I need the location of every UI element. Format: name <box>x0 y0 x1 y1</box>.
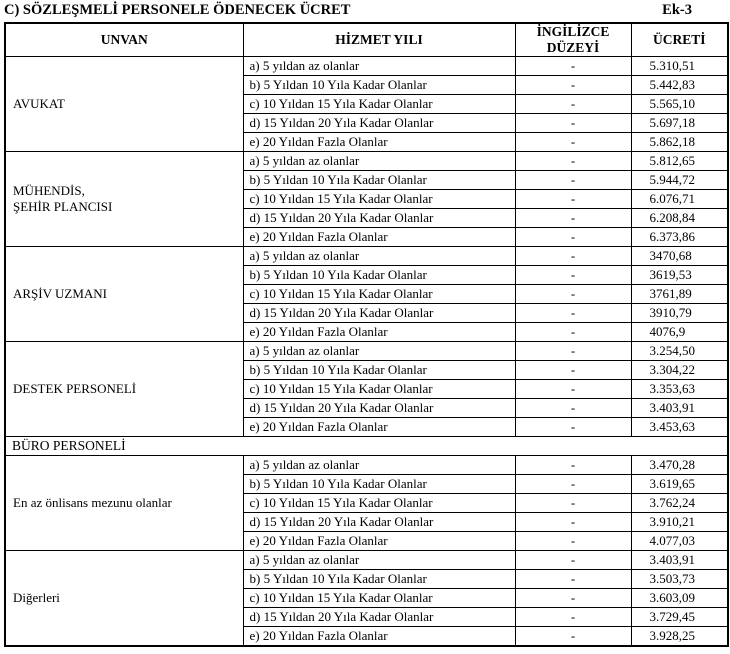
english-level-cell: - <box>515 588 631 607</box>
document-title: C) SÖZLEŞMELİ PERSONELE ÖDENECEK ÜCRET <box>4 2 351 18</box>
service-year-cell: e) 20 Yıldan Fazla Olanlar <box>243 531 515 550</box>
service-year-cell: d) 15 Yıldan 20 Yıla Kadar Olanlar <box>243 113 515 132</box>
table-row <box>5 550 728 569</box>
salary-cell: 5.565,10 <box>631 94 728 113</box>
salary-cell: 3.928,25 <box>631 626 728 646</box>
english-level-cell: - <box>515 265 631 284</box>
english-level-cell: - <box>515 455 631 474</box>
service-year-cell: a) 5 yıldan az olanlar <box>243 550 515 569</box>
salary-cell: 5.697,18 <box>631 113 728 132</box>
service-year-cell: a) 5 yıldan az olanlar <box>243 455 515 474</box>
salary-cell: 4076,9 <box>631 322 728 341</box>
salary-cell: 3470,68 <box>631 246 728 265</box>
salary-cell: 5.310,51 <box>631 56 728 75</box>
english-level-cell: - <box>515 170 631 189</box>
column-header-ingilizce-duzeyi: İNGİLİZCE DÜZEYİ <box>515 23 631 57</box>
salary-cell: 3.619,65 <box>631 474 728 493</box>
english-level-cell: - <box>515 341 631 360</box>
table-header-row <box>5 23 728 57</box>
document-header <box>0 0 730 22</box>
salary-cell: 6.076,71 <box>631 189 728 208</box>
english-level-cell: - <box>515 417 631 436</box>
service-year-cell: b) 5 Yıldan 10 Yıla Kadar Olanlar <box>243 265 515 284</box>
english-level-cell: - <box>515 607 631 626</box>
service-year-cell: c) 10 Yıldan 15 Yıla Kadar Olanlar <box>243 493 515 512</box>
english-level-cell: - <box>515 113 631 132</box>
english-level-cell: - <box>515 94 631 113</box>
service-year-cell: a) 5 yıldan az olanlar <box>243 56 515 75</box>
salary-cell: 6.208,84 <box>631 208 728 227</box>
title-group-cell: ARŞİV UZMANI <box>5 246 243 341</box>
salary-cell: 6.373,86 <box>631 227 728 246</box>
service-year-cell: e) 20 Yıldan Fazla Olanlar <box>243 626 515 646</box>
english-level-cell: - <box>515 208 631 227</box>
salary-cell: 5.862,18 <box>631 132 728 151</box>
column-header-hizmet-yili: HİZMET YILI <box>243 23 515 57</box>
service-year-cell: b) 5 Yıldan 10 Yıla Kadar Olanlar <box>243 170 515 189</box>
service-year-cell: c) 10 Yıldan 15 Yıla Kadar Olanlar <box>243 379 515 398</box>
english-level-cell: - <box>515 132 631 151</box>
salary-cell: 3.910,21 <box>631 512 728 531</box>
service-year-cell: e) 20 Yıldan Fazla Olanlar <box>243 132 515 151</box>
table-row <box>5 151 728 170</box>
english-level-cell: - <box>515 360 631 379</box>
service-year-cell: b) 5 Yıldan 10 Yıla Kadar Olanlar <box>243 360 515 379</box>
column-header-unvan: UNVAN <box>5 23 243 57</box>
salary-table <box>4 22 729 647</box>
english-level-cell: - <box>515 474 631 493</box>
salary-cell: 3.403,91 <box>631 550 728 569</box>
annex-label: Ek-3 <box>662 2 692 18</box>
service-year-cell: e) 20 Yıldan Fazla Olanlar <box>243 417 515 436</box>
english-level-cell: - <box>515 284 631 303</box>
english-level-cell: - <box>515 189 631 208</box>
service-year-cell: c) 10 Yıldan 15 Yıla Kadar Olanlar <box>243 94 515 113</box>
service-year-cell: a) 5 yıldan az olanlar <box>243 151 515 170</box>
salary-cell: 3.353,63 <box>631 379 728 398</box>
english-level-cell: - <box>515 550 631 569</box>
salary-cell: 3619,53 <box>631 265 728 284</box>
english-level-cell: - <box>515 398 631 417</box>
service-year-cell: d) 15 Yıldan 20 Yıla Kadar Olanlar <box>243 607 515 626</box>
salary-cell: 3.403,91 <box>631 398 728 417</box>
service-year-cell: d) 15 Yıldan 20 Yıla Kadar Olanlar <box>243 303 515 322</box>
salary-cell: 3761,89 <box>631 284 728 303</box>
service-year-cell: c) 10 Yıldan 15 Yıla Kadar Olanlar <box>243 189 515 208</box>
title-group-cell: AVUKAT <box>5 56 243 151</box>
service-year-cell: d) 15 Yıldan 20 Yıla Kadar Olanlar <box>243 512 515 531</box>
service-year-cell: c) 10 Yıldan 15 Yıla Kadar Olanlar <box>243 588 515 607</box>
service-year-cell: e) 20 Yıldan Fazla Olanlar <box>243 322 515 341</box>
service-year-cell: a) 5 yıldan az olanlar <box>243 246 515 265</box>
english-level-cell: - <box>515 246 631 265</box>
service-year-cell: b) 5 Yıldan 10 Yıla Kadar Olanlar <box>243 569 515 588</box>
salary-cell: 3.254,50 <box>631 341 728 360</box>
section-header-row <box>5 436 728 455</box>
salary-cell: 5.442,83 <box>631 75 728 94</box>
english-level-cell: - <box>515 569 631 588</box>
service-year-cell: e) 20 Yıldan Fazla Olanlar <box>243 227 515 246</box>
title-group-cell: En az önlisans mezunu olanlar <box>5 455 243 550</box>
salary-cell: 5.812,65 <box>631 151 728 170</box>
english-level-cell: - <box>515 512 631 531</box>
title-group-cell: Diğerleri <box>5 550 243 646</box>
salary-cell: 3.729,45 <box>631 607 728 626</box>
table-row <box>5 56 728 75</box>
title-group-cell: DESTEK PERSONELİ <box>5 341 243 436</box>
salary-cell: 3.453,63 <box>631 417 728 436</box>
salary-cell: 3.503,73 <box>631 569 728 588</box>
salary-table-body <box>5 56 728 646</box>
salary-cell: 3.304,22 <box>631 360 728 379</box>
salary-cell: 5.944,72 <box>631 170 728 189</box>
salary-cell: 3910,79 <box>631 303 728 322</box>
english-level-cell: - <box>515 227 631 246</box>
salary-cell: 3.762,24 <box>631 493 728 512</box>
english-level-cell: - <box>515 493 631 512</box>
service-year-cell: d) 15 Yıldan 20 Yıla Kadar Olanlar <box>243 398 515 417</box>
service-year-cell: c) 10 Yıldan 15 Yıla Kadar Olanlar <box>243 284 515 303</box>
english-level-cell: - <box>515 56 631 75</box>
column-header-ucreti: ÜCRETİ <box>631 23 728 57</box>
service-year-cell: b) 5 Yıldan 10 Yıla Kadar Olanlar <box>243 75 515 94</box>
english-level-cell: - <box>515 322 631 341</box>
salary-cell: 3.470,28 <box>631 455 728 474</box>
english-level-cell: - <box>515 531 631 550</box>
service-year-cell: b) 5 Yıldan 10 Yıla Kadar Olanlar <box>243 474 515 493</box>
english-level-cell: - <box>515 303 631 322</box>
table-row <box>5 455 728 474</box>
salary-cell: 3.603,09 <box>631 588 728 607</box>
english-level-cell: - <box>515 626 631 646</box>
service-year-cell: d) 15 Yıldan 20 Yıla Kadar Olanlar <box>243 208 515 227</box>
title-group-cell: MÜHENDİS, ŞEHİR PLANCISI <box>5 151 243 246</box>
english-level-cell: - <box>515 151 631 170</box>
table-row <box>5 246 728 265</box>
english-level-cell: - <box>515 379 631 398</box>
english-level-cell: - <box>515 75 631 94</box>
table-row <box>5 341 728 360</box>
salary-cell: 4.077,03 <box>631 531 728 550</box>
section-header-label: BÜRO PERSONELİ <box>5 436 728 455</box>
service-year-cell: a) 5 yıldan az olanlar <box>243 341 515 360</box>
